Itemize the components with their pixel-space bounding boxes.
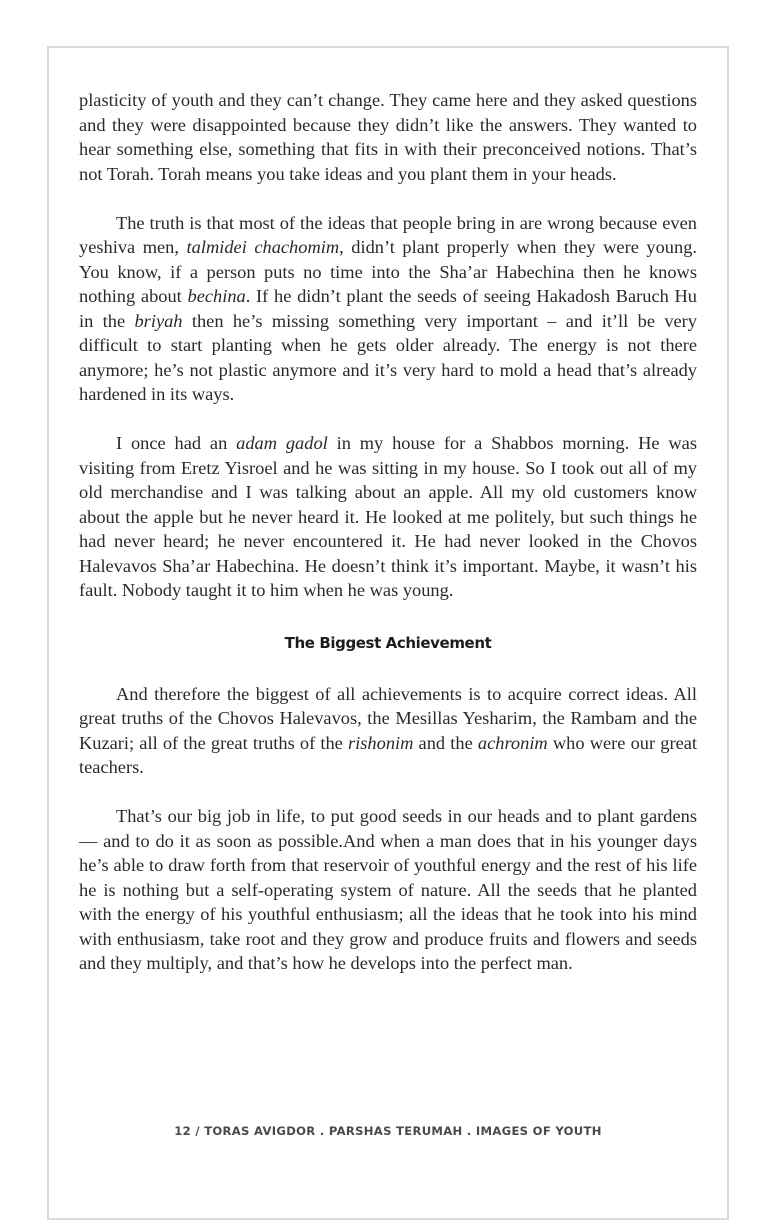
paragraph-text: who were our great teachers. xyxy=(79,732,698,777)
paragraph-text: The truth is that most of the ideas that people bring in are wrong because even yeshiva men, xyxy=(79,212,697,257)
paragraph-text: plasticity of youth and they can’t change. They came here and they asked questions and they were disappointed because they didn’t like the answers. They wanted to hear something else, something that fits in with their preconceived notions. That’s not Torah. Torah means you take ideas and you plant them in your heads. xyxy=(79,90,697,184)
italic-term: rishonim xyxy=(348,732,414,753)
paragraph-text: And therefore the biggest of all achievements is to acquire correct ideas. All great truths of the Chovos Halevavos, the Mesillas Yesharim, the Rambam and the Kuzari; all of the great truths of the xyxy=(79,683,697,753)
section-heading: The Biggest Achievement xyxy=(284,633,492,652)
paragraph-text: then he’s missing something very important – and it’ll be very difficult to start planting when he gets older already. The energy is not there anymore; he’s not plastic anymore and it’s very hard to mold a head that’s already hardened in its ways. xyxy=(79,310,698,404)
paragraph-text: That’s our big job in life, to put good seeds in our heads and to plant gardens — and to do it as soon as possible.And when a man does that in his younger days he’s able to draw forth from that reservoir of youthful energy and the rest of his life he is nothing but a self-operating system of nature. All the seeds that he planted with the energy of his youthful enthusiasm; all the ideas that he took into his mind with enthusiasm, take root and they grow and produce fruits and flowers and seeds and they multiply, and that’s how he develops into the perfect man. xyxy=(79,806,697,973)
italic-term: adam gadol xyxy=(236,433,328,453)
paragraph-text: . If he didn’t plant the seeds of seeing Hakadosh Baruch Hu in the xyxy=(79,286,698,331)
paragraph-4 xyxy=(79,682,697,780)
page-body xyxy=(79,88,697,1000)
paragraph-text: I once had an xyxy=(116,433,237,453)
section-paragraphs xyxy=(79,682,697,976)
italic-term: briyah xyxy=(134,310,183,331)
paragraph-2 xyxy=(79,211,697,407)
italic-term: talmidei chachomim xyxy=(186,237,340,257)
paragraph-text: and the xyxy=(413,732,478,753)
paragraph-5 xyxy=(79,804,697,976)
italic-term: bechina xyxy=(187,286,246,306)
paragraph-1 xyxy=(79,88,697,186)
paragraph-text: , didn’t plant properly when they were young. You know, if a person puts no time into the Sha’ar Habechina then he knows nothing about xyxy=(79,237,697,306)
paragraph-text: in my house for a Shabbos morning. He was visiting from Eretz Yisroel and he was sitting in my house. So I took out all of my old merchandise and I was talking about an apple. All my old customers know about the apple but he never heard it. He looked at me politely, but such things he had never heard; he never encountered it. He had never looked in the Chovos Halevavos Sha’ar Habechina. He doesn’t think it’s important. Maybe, it wasn’t his fault. Nobody taught it to him when he was young. xyxy=(79,433,697,600)
paragraph-3 xyxy=(79,431,697,603)
page-footer: 12 / TORAS AVIGDOR . PARSHAS TERUMAH . IMAGES OF YOUTH xyxy=(174,1124,602,1138)
italic-term: achronim xyxy=(477,732,548,753)
intro-paragraphs xyxy=(79,88,697,603)
